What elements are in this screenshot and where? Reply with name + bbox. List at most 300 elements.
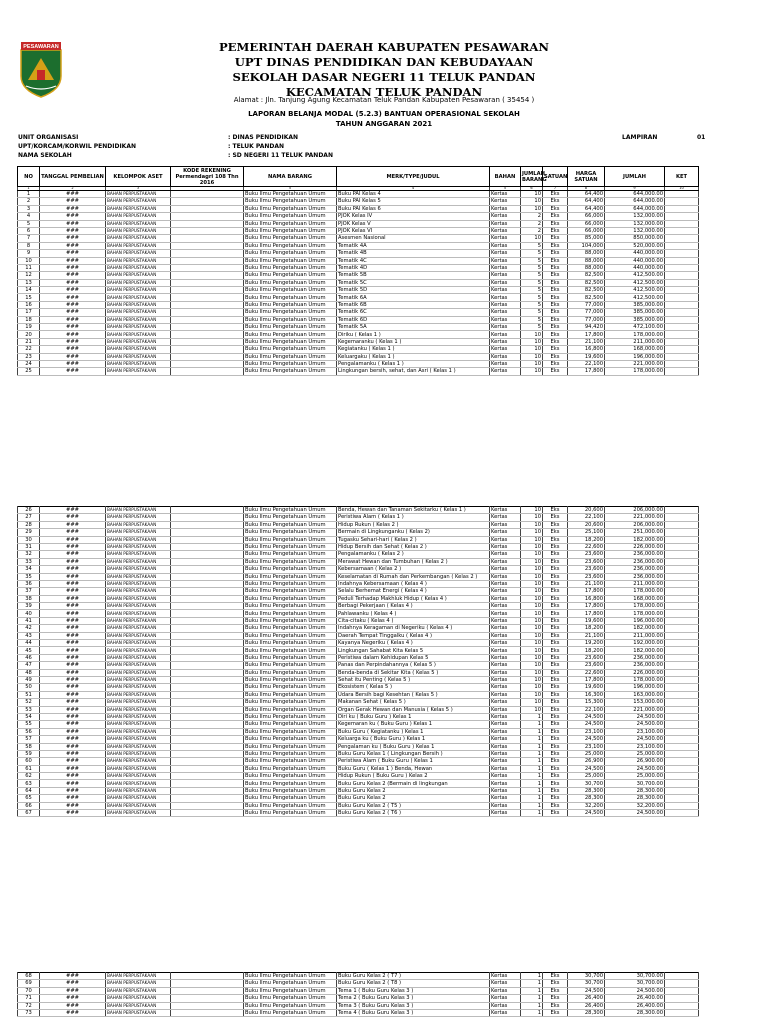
cell-group: BAHAN PERPUSTAKAAN (106, 758, 171, 765)
cell-date: ### (40, 625, 106, 632)
cell-date: ### (40, 973, 106, 980)
cell-item-name: Buku Ilmu Pengetahuan Umum (244, 279, 337, 286)
table-row (18, 632, 699, 639)
cell-material: Kertas (490, 987, 521, 994)
cell-unit: Eks (543, 795, 568, 802)
cell-no: 6 (18, 227, 40, 234)
cell-date: ### (40, 301, 106, 308)
table-row (18, 257, 699, 264)
cell-note (665, 995, 699, 1002)
cell-item-name: Buku Ilmu Pengetahuan Umum (244, 713, 337, 720)
cell-material: Kertas (490, 198, 521, 205)
cell-unit-price: 22,100 (568, 514, 605, 521)
cell-unit-price: 17,800 (568, 610, 605, 617)
cell-material: Kertas (490, 610, 521, 617)
cell-unit-price: 66,000 (568, 227, 605, 234)
cell-unit-price: 22,100 (568, 706, 605, 713)
cell-date: ### (40, 287, 106, 294)
cell-unit: Eks (543, 573, 568, 580)
header-line-3: SEKOLAH DASAR NEGERI 11 TELUK PANDAN (232, 70, 536, 84)
cell-material: Kertas (490, 787, 521, 794)
table-row (18, 595, 699, 602)
cell-unit: Eks (543, 625, 568, 632)
table-row (18, 360, 699, 367)
table-row (18, 1009, 699, 1016)
cell-account-code (171, 566, 244, 573)
cell-unit-price: 19,600 (568, 353, 605, 360)
cell-account-code (171, 1002, 244, 1009)
cell-total: 192,000.00 (605, 640, 665, 647)
cell-unit-price: 17,800 (568, 676, 605, 683)
cell-no: 42 (18, 625, 40, 632)
col-item-name: NAMA BARANG (244, 167, 337, 187)
cell-item-name: Buku Ilmu Pengetahuan Umum (244, 632, 337, 639)
cell-note (665, 580, 699, 587)
cell-unit: Eks (543, 713, 568, 720)
cell-title: Buku Guru Kelas 2 ( T7 ) (337, 973, 490, 980)
cell-date: ### (40, 279, 106, 286)
cell-total: 472,100.00 (605, 324, 665, 331)
cell-date: ### (40, 699, 106, 706)
col-num-9: 7 (543, 187, 568, 191)
cell-no: 24 (18, 360, 40, 367)
cell-material: Kertas (490, 736, 521, 743)
cell-total: 24,500.00 (605, 765, 665, 772)
cell-quantity: 1 (521, 750, 543, 757)
cell-unit: Eks (543, 706, 568, 713)
cell-item-name: Buku Ilmu Pengetahuan Umum (244, 795, 337, 802)
table-row (18, 603, 699, 610)
cell-title: Pengalamanku ( Kelas 1 ) (337, 360, 490, 367)
cell-item-name: Buku Ilmu Pengetahuan Umum (244, 536, 337, 543)
cell-material: Kertas (490, 529, 521, 536)
cell-title: Indahnya Keragaman di Negeriku ( Kelas 4 ) (337, 625, 490, 632)
cell-no: 48 (18, 669, 40, 676)
cell-group: BAHAN PERPUSTAKAAN (106, 669, 171, 676)
cell-unit-price: 19,600 (568, 684, 605, 691)
cell-item-name: Buku Ilmu Pengetahuan Umum (244, 338, 337, 345)
cell-date: ### (40, 514, 106, 521)
cell-material: Kertas (490, 617, 521, 624)
cell-date: ### (40, 758, 106, 765)
col-group: KELOMPOK ASET (106, 167, 171, 187)
cell-account-code (171, 331, 244, 338)
cell-item-name: Buku Ilmu Pengetahuan Umum (244, 617, 337, 624)
cell-no: 71 (18, 995, 40, 1002)
cell-date: ### (40, 566, 106, 573)
cell-quantity: 1 (521, 810, 543, 817)
cell-item-name: Buku Ilmu Pengetahuan Umum (244, 758, 337, 765)
cell-total: 26,400.00 (605, 1002, 665, 1009)
cell-group: BAHAN PERPUSTAKAAN (106, 765, 171, 772)
cell-date: ### (40, 573, 106, 580)
cell-group: BAHAN PERPUSTAKAAN (106, 566, 171, 573)
cell-note (665, 617, 699, 624)
cell-item-name: Buku Ilmu Pengetahuan Umum (244, 264, 337, 271)
cell-account-code (171, 346, 244, 353)
cell-title: Tematik 6D (337, 316, 490, 323)
cell-title: Tema 2 ( Buku Guru Kelas 3 ) (337, 995, 490, 1002)
cell-quantity: 10 (521, 573, 543, 580)
table-row (18, 242, 699, 249)
cell-title: Buku Guru Kelas 2 (Bermain di lingkungan (337, 780, 490, 787)
table-row (18, 795, 699, 802)
cell-unit-price: 64,400 (568, 205, 605, 212)
cell-unit-price: 77,000 (568, 309, 605, 316)
cell-total: 178,000.00 (605, 331, 665, 338)
cell-material: Kertas (490, 780, 521, 787)
cell-group: BAHAN PERPUSTAKAAN (106, 536, 171, 543)
cell-note (665, 198, 699, 205)
cell-unit: Eks (543, 338, 568, 345)
cell-note (665, 780, 699, 787)
cell-quantity: 10 (521, 346, 543, 353)
cell-unit: Eks (543, 632, 568, 639)
col-num-3: 3 (106, 187, 171, 191)
cell-date: ### (40, 713, 106, 720)
cell-account-code (171, 536, 244, 543)
cell-title: Kebersamaan ( Kelas 2 ) (337, 566, 490, 573)
cell-material: Kertas (490, 625, 521, 632)
cell-title: Tematik 5C (337, 279, 490, 286)
cell-total: 182,000.00 (605, 625, 665, 632)
cell-item-name: Buku Ilmu Pengetahuan Umum (244, 551, 337, 558)
cell-quantity: 2 (521, 220, 543, 227)
cell-group: BAHAN PERPUSTAKAAN (106, 338, 171, 345)
cell-unit: Eks (543, 684, 568, 691)
cell-item-name: Buku Ilmu Pengetahuan Umum (244, 272, 337, 279)
table-row (18, 227, 699, 234)
cell-account-code (171, 795, 244, 802)
cell-date: ### (40, 802, 106, 809)
cell-group: BAHAN PERPUSTAKAAN (106, 272, 171, 279)
cell-account-code (171, 309, 244, 316)
cell-group: BAHAN PERPUSTAKAAN (106, 235, 171, 242)
cell-no: 3 (18, 205, 40, 212)
cell-group: BAHAN PERPUSTAKAAN (106, 514, 171, 521)
cell-note (665, 227, 699, 234)
cell-quantity: 10 (521, 669, 543, 676)
cell-note (665, 654, 699, 661)
table-row (18, 191, 699, 198)
cell-unit-price: 77,000 (568, 316, 605, 323)
cell-total: 182,000.00 (605, 647, 665, 654)
cell-item-name: Buku Ilmu Pengetahuan Umum (244, 603, 337, 610)
cell-unit: Eks (543, 780, 568, 787)
cell-unit: Eks (543, 640, 568, 647)
cell-date: ### (40, 257, 106, 264)
cell-unit-price: 26,400 (568, 995, 605, 1002)
cell-title: Asesmen Nasional (337, 235, 490, 242)
cell-total: 168,000.00 (605, 346, 665, 353)
cell-quantity: 1 (521, 1002, 543, 1009)
cell-no: 50 (18, 684, 40, 691)
cell-total: 412,500.00 (605, 287, 665, 294)
cell-title: Bermain di Lingkunganku ( Kelas 2) (337, 529, 490, 536)
address: Alamat : Jln. Tanjung Agung Kecamatan Teluk Pandan Kabupaten Pesawaran ( 35454 ) (233, 96, 535, 104)
cell-quantity: 1 (521, 1009, 543, 1016)
cell-unit: Eks (543, 810, 568, 817)
cell-date: ### (40, 662, 106, 669)
cell-date: ### (40, 191, 106, 198)
cell-material: Kertas (490, 980, 521, 987)
cell-quantity: 5 (521, 301, 543, 308)
cell-total: 221,000.00 (605, 360, 665, 367)
table-row (18, 625, 699, 632)
cell-material: Kertas (490, 242, 521, 249)
cell-no: 49 (18, 676, 40, 683)
table-row (18, 521, 699, 528)
cell-title: Hidup Bersih dan Sehat ( Kelas 2 ) (337, 543, 490, 550)
cell-note (665, 353, 699, 360)
cell-date: ### (40, 580, 106, 587)
cell-quantity: 1 (521, 736, 543, 743)
cell-note (665, 610, 699, 617)
cell-no: 28 (18, 521, 40, 528)
cell-material: Kertas (490, 595, 521, 602)
cell-group: BAHAN PERPUSTAKAAN (106, 360, 171, 367)
cell-group: BAHAN PERPUSTAKAAN (106, 750, 171, 757)
cell-item-name: Buku Ilmu Pengetahuan Umum (244, 647, 337, 654)
cell-no: 33 (18, 558, 40, 565)
cell-item-name: Buku Ilmu Pengetahuan Umum (244, 287, 337, 294)
cell-item-name: Buku Ilmu Pengetahuan Umum (244, 721, 337, 728)
cell-no: 13 (18, 279, 40, 286)
cell-group: BAHAN PERPUSTAKAAN (106, 662, 171, 669)
cell-unit-price: 24,500 (568, 987, 605, 994)
cell-unit-price: 25,100 (568, 529, 605, 536)
table-row (18, 580, 699, 587)
cell-quantity: 10 (521, 588, 543, 595)
cell-material: Kertas (490, 309, 521, 316)
cell-account-code (171, 558, 244, 565)
cell-note (665, 287, 699, 294)
cell-item-name: Buku Ilmu Pengetahuan Umum (244, 802, 337, 809)
cell-group: BAHAN PERPUSTAKAAN (106, 558, 171, 565)
cell-unit-price: 20,600 (568, 507, 605, 514)
cell-total: 178,000.00 (605, 676, 665, 683)
cell-item-name: Buku Ilmu Pengetahuan Umum (244, 676, 337, 683)
cell-no: 7 (18, 235, 40, 242)
cell-note (665, 558, 699, 565)
cell-no: 29 (18, 529, 40, 536)
cell-material: Kertas (490, 802, 521, 809)
cell-group: BAHAN PERPUSTAKAAN (106, 980, 171, 987)
cell-total: 25,000.00 (605, 773, 665, 780)
table-row (18, 640, 699, 647)
cell-title: Kegemaran ku ( Buku Guru ) Kelas 1 (337, 721, 490, 728)
cell-unit: Eks (543, 728, 568, 735)
table-row (18, 647, 699, 654)
cell-quantity: 10 (521, 647, 543, 654)
cell-item-name: Buku Ilmu Pengetahuan Umum (244, 346, 337, 353)
cell-account-code (171, 205, 244, 212)
cell-material: Kertas (490, 758, 521, 765)
cell-unit-price: 66,000 (568, 220, 605, 227)
cell-unit: Eks (543, 264, 568, 271)
cell-title: Buku Guru Kelas 2 (337, 787, 490, 794)
cell-unit: Eks (543, 257, 568, 264)
cell-unit: Eks (543, 301, 568, 308)
cell-note (665, 573, 699, 580)
cell-title: Tema 3 ( Buku Guru Kelas 3 ) (337, 1002, 490, 1009)
cell-date: ### (40, 787, 106, 794)
cell-unit: Eks (543, 580, 568, 587)
table-row (18, 309, 699, 316)
cell-unit: Eks (543, 980, 568, 987)
cell-account-code (171, 684, 244, 691)
cell-account-code (171, 242, 244, 249)
cell-title: Tematik 5A (337, 324, 490, 331)
cell-total: 182,000.00 (605, 536, 665, 543)
cell-note (665, 676, 699, 683)
cell-group: BAHAN PERPUSTAKAAN (106, 595, 171, 602)
cell-note (665, 213, 699, 220)
cell-total: 226,000.00 (605, 543, 665, 550)
cell-title: Peristiwa Alam ( Buku Guru ) Kelas 1 (337, 758, 490, 765)
cell-group: BAHAN PERPUSTAKAAN (106, 706, 171, 713)
cell-unit-price: 64,400 (568, 191, 605, 198)
cell-total: 23,100.00 (605, 743, 665, 750)
cell-item-name: Buku Ilmu Pengetahuan Umum (244, 669, 337, 676)
cell-date: ### (40, 595, 106, 602)
cell-account-code (171, 610, 244, 617)
cell-group: BAHAN PERPUSTAKAAN (106, 802, 171, 809)
cell-unit-price: 88,000 (568, 257, 605, 264)
cell-note (665, 750, 699, 757)
cell-no: 68 (18, 973, 40, 980)
cell-unit: Eks (543, 227, 568, 234)
cell-material: Kertas (490, 353, 521, 360)
cell-title: Keluarga ku ( Buku Guru ) Kelas 1 (337, 736, 490, 743)
cell-note (665, 521, 699, 528)
cell-total: 236,000.00 (605, 566, 665, 573)
cell-date: ### (40, 980, 106, 987)
cell-item-name: Buku Ilmu Pengetahuan Umum (244, 625, 337, 632)
cell-no: 31 (18, 543, 40, 550)
cell-unit-price: 82,500 (568, 272, 605, 279)
cell-no: 39 (18, 603, 40, 610)
cell-material: Kertas (490, 995, 521, 1002)
cell-account-code (171, 213, 244, 220)
cell-account-code (171, 654, 244, 661)
cell-material: Kertas (490, 662, 521, 669)
table-row (18, 662, 699, 669)
cell-quantity: 1 (521, 758, 543, 765)
cell-account-code (171, 287, 244, 294)
cell-date: ### (40, 220, 106, 227)
cell-quantity: 1 (521, 980, 543, 987)
cell-item-name: Buku Ilmu Pengetahuan Umum (244, 773, 337, 780)
cell-title: Tema 4 ( Buku Guru Kelas 3 ) (337, 1009, 490, 1016)
cell-account-code (171, 368, 244, 375)
svg-text:PESAWARAN: PESAWARAN (23, 44, 59, 51)
cell-unit-price: 24,500 (568, 721, 605, 728)
cell-item-name: Buku Ilmu Pengetahuan Umum (244, 728, 337, 735)
table-row (18, 728, 699, 735)
cell-no: 32 (18, 551, 40, 558)
cell-quantity: 10 (521, 521, 543, 528)
table-row (18, 1002, 699, 1009)
cell-note (665, 205, 699, 212)
col-account-code: KODE REKENING Permendagri 108 Thn 2016 (171, 167, 244, 187)
cell-unit: Eks (543, 691, 568, 698)
cell-group: BAHAN PERPUSTAKAAN (106, 713, 171, 720)
cell-material: Kertas (490, 743, 521, 750)
cell-total: 30,700.00 (605, 780, 665, 787)
cell-group: BAHAN PERPUSTAKAAN (106, 294, 171, 301)
cell-material: Kertas (490, 279, 521, 286)
cell-total: 23,100.00 (605, 728, 665, 735)
cell-item-name: Buku Ilmu Pengetahuan Umum (244, 507, 337, 514)
lampiran-value: 01 (697, 134, 706, 141)
cell-item-name: Buku Ilmu Pengetahuan Umum (244, 227, 337, 234)
cell-item-name: Buku Ilmu Pengetahuan Umum (244, 324, 337, 331)
cell-no: 21 (18, 338, 40, 345)
cell-title: Tematik 4C (337, 257, 490, 264)
cell-title: Keselamatan di Rumah dan Perkembangan ( Kelas 2 ) (337, 573, 490, 580)
cell-quantity: 1 (521, 765, 543, 772)
cell-unit-price: 82,500 (568, 294, 605, 301)
cell-quantity: 5 (521, 242, 543, 249)
cell-unit-price: 23,600 (568, 654, 605, 661)
cell-note (665, 640, 699, 647)
cell-item-name: Buku Ilmu Pengetahuan Umum (244, 736, 337, 743)
cell-no: 26 (18, 507, 40, 514)
school-value: : SD NEGERI 11 TELUK PANDAN (228, 152, 333, 159)
cell-total: 132,000.00 (605, 220, 665, 227)
cell-note (665, 257, 699, 264)
cell-note (665, 588, 699, 595)
cell-group: BAHAN PERPUSTAKAAN (106, 507, 171, 514)
cell-note (665, 669, 699, 676)
cell-unit-price: 26,900 (568, 758, 605, 765)
cell-unit: Eks (543, 699, 568, 706)
cell-title: Pengalamanku ( Kelas 2 ) (337, 551, 490, 558)
table-row (18, 213, 699, 220)
cell-total: 30,700.00 (605, 973, 665, 980)
cell-group: BAHAN PERPUSTAKAAN (106, 309, 171, 316)
cell-account-code (171, 543, 244, 550)
cell-date: ### (40, 324, 106, 331)
table-row (18, 699, 699, 706)
cell-unit: Eks (543, 669, 568, 676)
cell-title: Hidup Rukun ( Buku Guru ) Kelas 2 (337, 773, 490, 780)
cell-title: Organ Gerak Hewan dan Manusia ( Kelas 5 ) (337, 706, 490, 713)
cell-date: ### (40, 338, 106, 345)
cell-date: ### (40, 669, 106, 676)
table-row (18, 654, 699, 661)
cell-unit-price: 22,600 (568, 669, 605, 676)
table-row (18, 235, 699, 242)
cell-note (665, 514, 699, 521)
header-row (18, 167, 699, 187)
cell-material: Kertas (490, 346, 521, 353)
cell-material: Kertas (490, 558, 521, 565)
cell-material: Kertas (490, 316, 521, 323)
cell-quantity: 10 (521, 699, 543, 706)
cell-total: 221,000.00 (605, 706, 665, 713)
cell-unit: Eks (543, 603, 568, 610)
cell-group: BAHAN PERPUSTAKAAN (106, 250, 171, 257)
unit-label: UNIT ORGANISASI (18, 134, 79, 141)
cell-group: BAHAN PERPUSTAKAAN (106, 728, 171, 735)
cell-title: PJOK Kelas IV (337, 213, 490, 220)
cell-account-code (171, 551, 244, 558)
cell-no: 45 (18, 647, 40, 654)
cell-total: 153,000.00 (605, 699, 665, 706)
cell-unit-price: 18,200 (568, 625, 605, 632)
